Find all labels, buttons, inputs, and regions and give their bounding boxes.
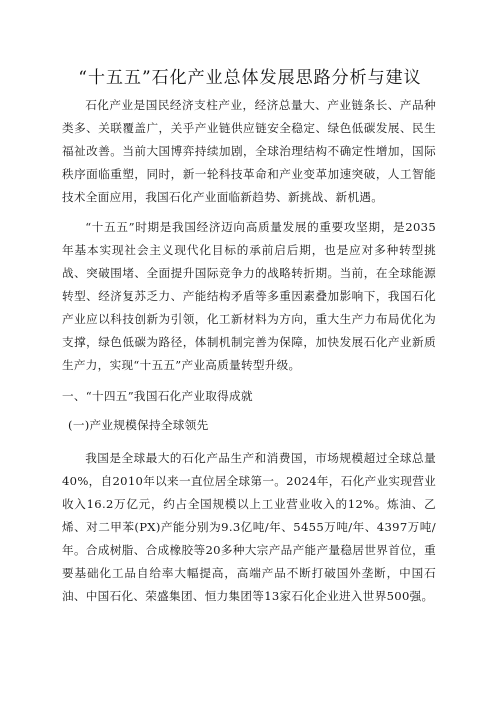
document-body xyxy=(62,94,436,608)
intro-paragraph: 石化产业是国民经济支柱产业，经济总量大、产业链条长、产品种类多、关联覆盖广，关乎产业链供应链安全稳定、绿色低碳发展、民生福祉改善。当前大国博弈持续加剧，全球治理结构不确定性增加，国际秩序面临重塑，同时，新一轮科技革命和产业变革加速突破，人工智能技术全面应用，我国石化产业面临新趋势、新挑战、新机遇。 xyxy=(62,98,436,204)
document-title: “十五五”石化产业总体发展思路分析与建议 xyxy=(78,68,422,88)
subsection-paragraph: 我国是全球最大的石化产品生产和消费国，市场规模超过全球总量40%，自2010年以来一直位居全球第一。2024年，石化产业实现营业收入16.2万亿元，约占全国规模以上工业营业收入的12%。炼油、乙烯、对二甲苯(PX)产能分别为9.3亿吨/年、5455万吨/年、4397万吨/年。合成树脂、合成橡胶等20多种大宗产品产能产量稳居世界首位，重要基础化工品自给率大幅提高，高端产品不断打破国外垄断，中国石油、中国石化、荣盛集团、恒力集团等13家石化企业进入世界500强。 xyxy=(62,451,436,603)
section-heading: 一、“十四五”我国石化产业取得成就 xyxy=(62,389,253,403)
subsection-heading: (一)产业规模保持全球领先 xyxy=(68,418,209,432)
context-paragraph: “十五五”时期是我国经济迈向高质量发展的重要攻坚期，是2035年基本实现社会主义现代化目标的承前启后期，也是应对多种转型挑战、突破围堵、全面提升国际竞争力的战略转折期。当前，在全球能源转型、经济复苏乏力、产能结构矛盾等多重因素叠加影响下，我国石化产业应以科技创新为引领，化工新材料为方向，重大生产力布局优化为支撑，绿色低碳为路径，体制机制完善为保障，加快发展石化产业新质生产力，实现“十五五”产业高质量转型升级。 xyxy=(62,220,436,372)
